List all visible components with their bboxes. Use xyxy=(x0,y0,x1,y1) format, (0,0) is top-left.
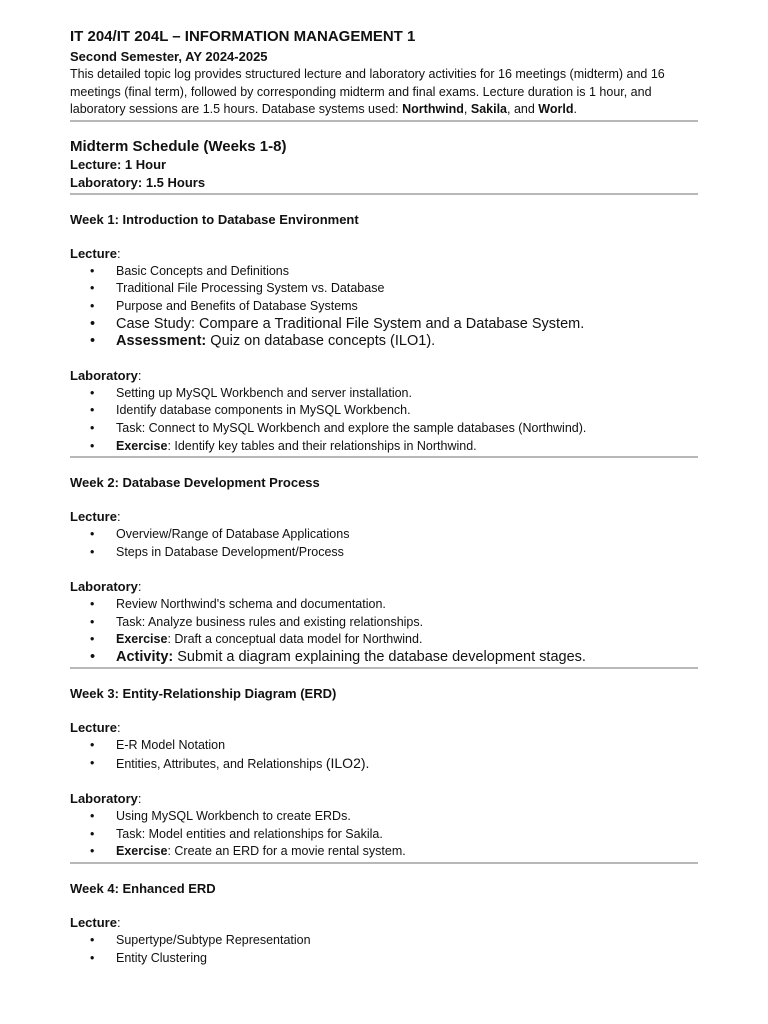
bullet-icon: • xyxy=(90,403,95,418)
label-colon: : xyxy=(116,245,121,261)
laboratory-label xyxy=(70,367,698,385)
bullet-icon: • xyxy=(90,298,95,313)
list-item-text: Setting up MySQL Workbench and server installation. xyxy=(116,385,412,400)
week-2-title: Week 2: Database Development Process xyxy=(70,475,320,491)
list-item-text: Using MySQL Workbench to create ERDs. xyxy=(116,808,351,823)
lecture-label-text: Lecture xyxy=(70,720,117,736)
week-1-title: Week 1: Introduction to Database Environment xyxy=(70,211,359,227)
label-colon: : xyxy=(116,720,121,736)
list-item xyxy=(70,263,698,281)
label-colon: : xyxy=(137,578,142,594)
bullet-icon: • xyxy=(90,263,95,278)
week-3-lab-list xyxy=(70,808,698,861)
list-item-text: Overview/Range of Database Applications xyxy=(116,527,350,542)
bullet-icon: • xyxy=(90,315,96,332)
list-item xyxy=(70,544,698,562)
list-item xyxy=(70,631,698,649)
divider xyxy=(70,120,698,122)
intro-end: . xyxy=(573,102,577,116)
list-item xyxy=(70,438,698,456)
list-item-text: Quiz on database concepts (ILO1). xyxy=(206,333,436,350)
list-item xyxy=(70,420,698,438)
bullet-icon: • xyxy=(90,614,95,629)
bullet-icon: • xyxy=(90,648,96,665)
laboratory-label-text: Laboratory xyxy=(70,578,138,594)
week-3-title: Week 3: Entity-Relationship Diagram (ERD) xyxy=(70,686,337,702)
intro-separator: , xyxy=(463,102,471,116)
bullet-icon: • xyxy=(90,421,95,436)
activity-label: Activity: xyxy=(116,648,174,665)
list-item xyxy=(70,826,698,844)
db-northwind: Northwind xyxy=(402,102,464,116)
list-item xyxy=(70,737,698,755)
list-item-text: : Identify key tables and their relationships in Northwind. xyxy=(167,438,477,453)
exercise-label: Exercise xyxy=(116,632,168,647)
list-item-text: Purpose and Benefits of Database Systems xyxy=(116,298,358,313)
bullet-icon: • xyxy=(90,281,95,296)
list-item-text: Entity Clustering xyxy=(116,950,208,965)
list-item xyxy=(70,808,698,826)
list-item-text: Entities, Attributes, and Relationships xyxy=(116,757,326,772)
list-item xyxy=(70,614,698,632)
divider xyxy=(70,862,698,864)
laboratory-label xyxy=(70,578,698,596)
ilo-tag: (ILO2). xyxy=(325,755,370,772)
list-item xyxy=(70,755,698,774)
schedule-laboratory: Laboratory: 1.5 Hours xyxy=(70,174,206,190)
list-item-text: Submit a diagram explaining the database development stages. xyxy=(173,648,586,665)
week-2-lab-list xyxy=(70,596,698,667)
laboratory-label-text: Laboratory xyxy=(70,790,138,806)
list-item xyxy=(70,950,698,968)
list-item-text: Steps in Database Development/Process xyxy=(116,545,344,560)
list-item xyxy=(70,333,698,351)
bullet-icon: • xyxy=(90,844,95,859)
list-item-text: Task: Model entities and relationships for Sakila. xyxy=(116,826,383,841)
intro-text: This detailed topic log provides structured lecture and laboratory activities for 16 meetings (midterm) and 16 meetings (final term), followed by corresponding midterm and final exams. Lecture duration is 1 hour, and laboratory sessions are 1.5 hours. Database systems used: xyxy=(70,67,665,116)
bullet-icon: • xyxy=(90,932,95,947)
bullet-icon: • xyxy=(90,385,95,400)
label-colon: : xyxy=(137,790,142,806)
db-world: World xyxy=(538,102,574,116)
list-item-text: Review Northwind's schema and documentation. xyxy=(116,596,386,611)
list-item xyxy=(70,280,698,298)
list-item-text: : Create an ERD for a movie rental system. xyxy=(167,844,406,859)
week-1-lecture-list xyxy=(70,263,698,351)
lecture-label xyxy=(70,719,698,737)
bullet-icon: • xyxy=(90,950,95,965)
list-item-text: Identify database components in MySQL Workbench. xyxy=(116,403,411,418)
list-item xyxy=(70,385,698,403)
lecture-label-text: Lecture xyxy=(70,245,117,261)
list-item xyxy=(70,316,698,334)
lecture-label xyxy=(70,914,698,932)
semester-subtitle: Second Semester, AY 2024-2025 xyxy=(70,49,268,64)
list-item xyxy=(70,932,698,950)
bullet-icon: • xyxy=(90,596,95,611)
week-4-lecture-list xyxy=(70,932,698,967)
list-item-text: Supertype/Subtype Representation xyxy=(116,932,311,947)
week-3-lecture-list xyxy=(70,737,698,773)
laboratory-label-text: Laboratory xyxy=(70,367,138,383)
lecture-label xyxy=(70,245,698,263)
bullet-icon: • xyxy=(90,632,95,647)
list-item-text: Task: Analyze business rules and existing relationships. xyxy=(116,614,424,629)
document-page xyxy=(70,28,698,967)
label-colon: : xyxy=(116,914,121,930)
list-item-text: : Draft a conceptual data model for Northwind. xyxy=(167,632,423,647)
bullet-icon: • xyxy=(90,738,95,753)
list-item-text: Case Study: Compare a Traditional File System and a Database System. xyxy=(116,315,585,332)
assessment-label: Assessment: xyxy=(116,333,207,350)
bullet-icon: • xyxy=(90,826,95,841)
schedule-title: Midterm Schedule (Weeks 1-8) xyxy=(70,137,287,155)
bullet-icon: • xyxy=(90,756,95,771)
exercise-label: Exercise xyxy=(116,438,168,453)
db-sakila: Sakila xyxy=(470,102,508,116)
schedule-lecture: Lecture: 1 Hour xyxy=(70,156,167,172)
list-item-text: Traditional File Processing System vs. Database xyxy=(116,281,385,296)
intro-paragraph xyxy=(70,66,698,119)
course-title: IT 204/IT 204L – INFORMATION MANAGEMENT 1 xyxy=(70,28,416,45)
bullet-icon: • xyxy=(90,527,95,542)
laboratory-label xyxy=(70,790,698,808)
divider xyxy=(70,667,698,669)
bullet-icon: • xyxy=(90,545,95,560)
intro-separator: , and xyxy=(507,102,539,116)
exercise-label: Exercise xyxy=(116,844,168,859)
week-4-title: Week 4: Enhanced ERD xyxy=(70,880,216,896)
list-item xyxy=(70,402,698,420)
list-item xyxy=(70,649,698,667)
bullet-icon: • xyxy=(90,438,95,453)
bullet-icon: • xyxy=(90,333,96,350)
lecture-label-text: Lecture xyxy=(70,509,117,525)
list-item-text: E-R Model Notation xyxy=(116,738,226,753)
lecture-label-text: Lecture xyxy=(70,914,117,930)
bullet-icon: • xyxy=(90,808,95,823)
label-colon: : xyxy=(116,509,121,525)
divider xyxy=(70,193,698,195)
list-item xyxy=(70,596,698,614)
week-1-lab-list xyxy=(70,385,698,456)
divider xyxy=(70,456,698,458)
list-item-text: Basic Concepts and Definitions xyxy=(116,263,290,278)
week-2-lecture-list xyxy=(70,526,698,561)
list-item xyxy=(70,843,698,861)
list-item xyxy=(70,526,698,544)
list-item xyxy=(70,298,698,316)
label-colon: : xyxy=(137,367,142,383)
lecture-label xyxy=(70,508,698,526)
list-item-text: Task: Connect to MySQL Workbench and explore the sample databases (Northwind). xyxy=(116,421,587,436)
